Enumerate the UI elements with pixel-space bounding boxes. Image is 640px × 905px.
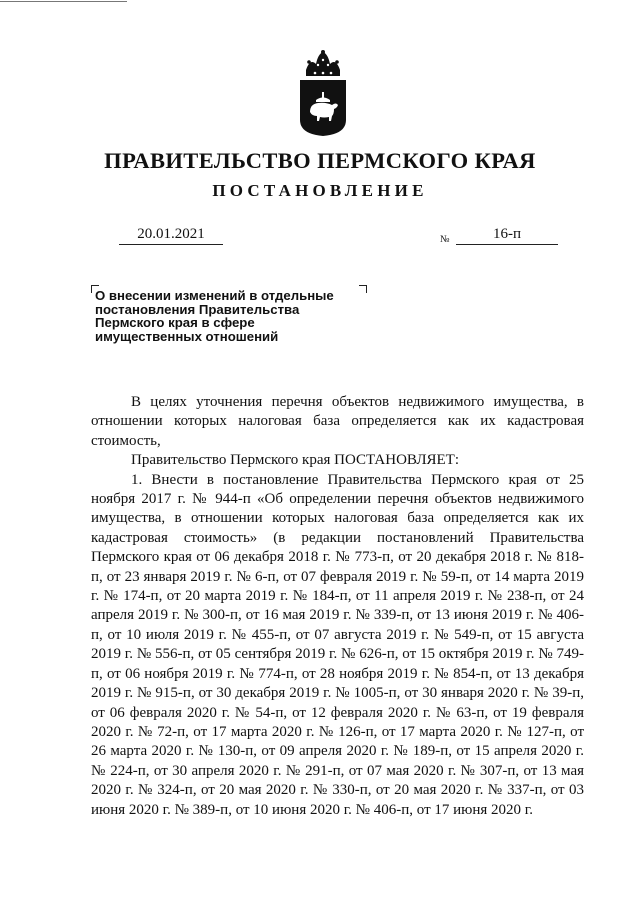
document-date: 20.01.2021 (119, 226, 223, 245)
document-body (91, 393, 584, 820)
subject-bracket-right (359, 285, 367, 293)
document-subject: О внесении изменений в отдельные постановления Правительства Пермского края в сфере имущественных отношений (95, 288, 334, 345)
coat-of-arms-icon (296, 50, 350, 136)
document-number: 16-п (456, 226, 558, 245)
paragraph-item-1: 1. Внести в постановление Правительства Пермского края от 25 ноября 2017 г. № 944-п «Об определении перечня объектов недвижимого имущества, в отношении которых налоговая база определяется как их кадастровая стоимость» (в редакции постановлений Правительства Пермского края от 06 декабря 2018 г. № 773-п, от 20 декабря 2018 г. № 818-п, от 23 января 2019 г. № 6-п, от 07 февраля 2019 г. № 59-п, от 14 марта 2019 г. № 174-п, от 20 марта 2019 г. № 184-п, от 11 апреля 2019 г. № 238-п, от 24 апреля 2019 г. № 300-п, от 16 мая 2019 г. № 339-п, от 13 июня 2019 г. № 406-п, от 10 июля 2019 г. № 455-п, от 07 августа 2019 г. № 549-п, от 15 августа 2019 г. № 556-п, от 05 сентября 2019 г. № 626-п, от 15 октября 2019 г. № 749-п, от 06 ноября 2019 г. № 774-п, от 28 ноября 2019 г. № 854-п, от 13 декабря 2019 г. № 915-п, от 30 декабря 2019 г. № 1005-п, от 30 января 2020 г. № 39-п, от 06 февраля 2020 г. № 54-п, от 12 февраля 2020 г. № 63-п, от 19 февраля 2020 г. № 72-п, от 17 марта 2020 г. № 126-п, от 17 марта 2020 г. № 127-п, от 26 марта 2020 г. № 130-п, от 09 апреля 2020 г. № 189-п, от 15 апреля 2020 г. № 224-п, от 30 апреля 2020 г. № 291-п, от 07 мая 2020 г. № 307-п, от 13 мая 2020 г. № 324-п, от 20 мая 2020 г. № 330-п, от 20 мая 2020 г. № 337-п, от 03 июня 2020 г. № 389-п, от 10 июня 2020 г. № 406-п, от 17 июня 2020 г. (91, 471, 584, 818)
number-label: № (440, 234, 450, 245)
top-rule (0, 1, 127, 2)
document-type: ПОСТАНОВЛЕНИЕ (212, 181, 428, 200)
paragraph-preamble: В целях уточнения перечня объектов недвижимого имущества, в отношении которых налоговая база определяется как их кадастровая стоимость, (91, 394, 584, 449)
paragraph-resolution: Правительство Пермского края ПОСТАНОВЛЯЕТ: (131, 452, 460, 469)
org-title: ПРАВИТЕЛЬСТВО ПЕРМСКОГО КРАЯ (104, 148, 536, 173)
